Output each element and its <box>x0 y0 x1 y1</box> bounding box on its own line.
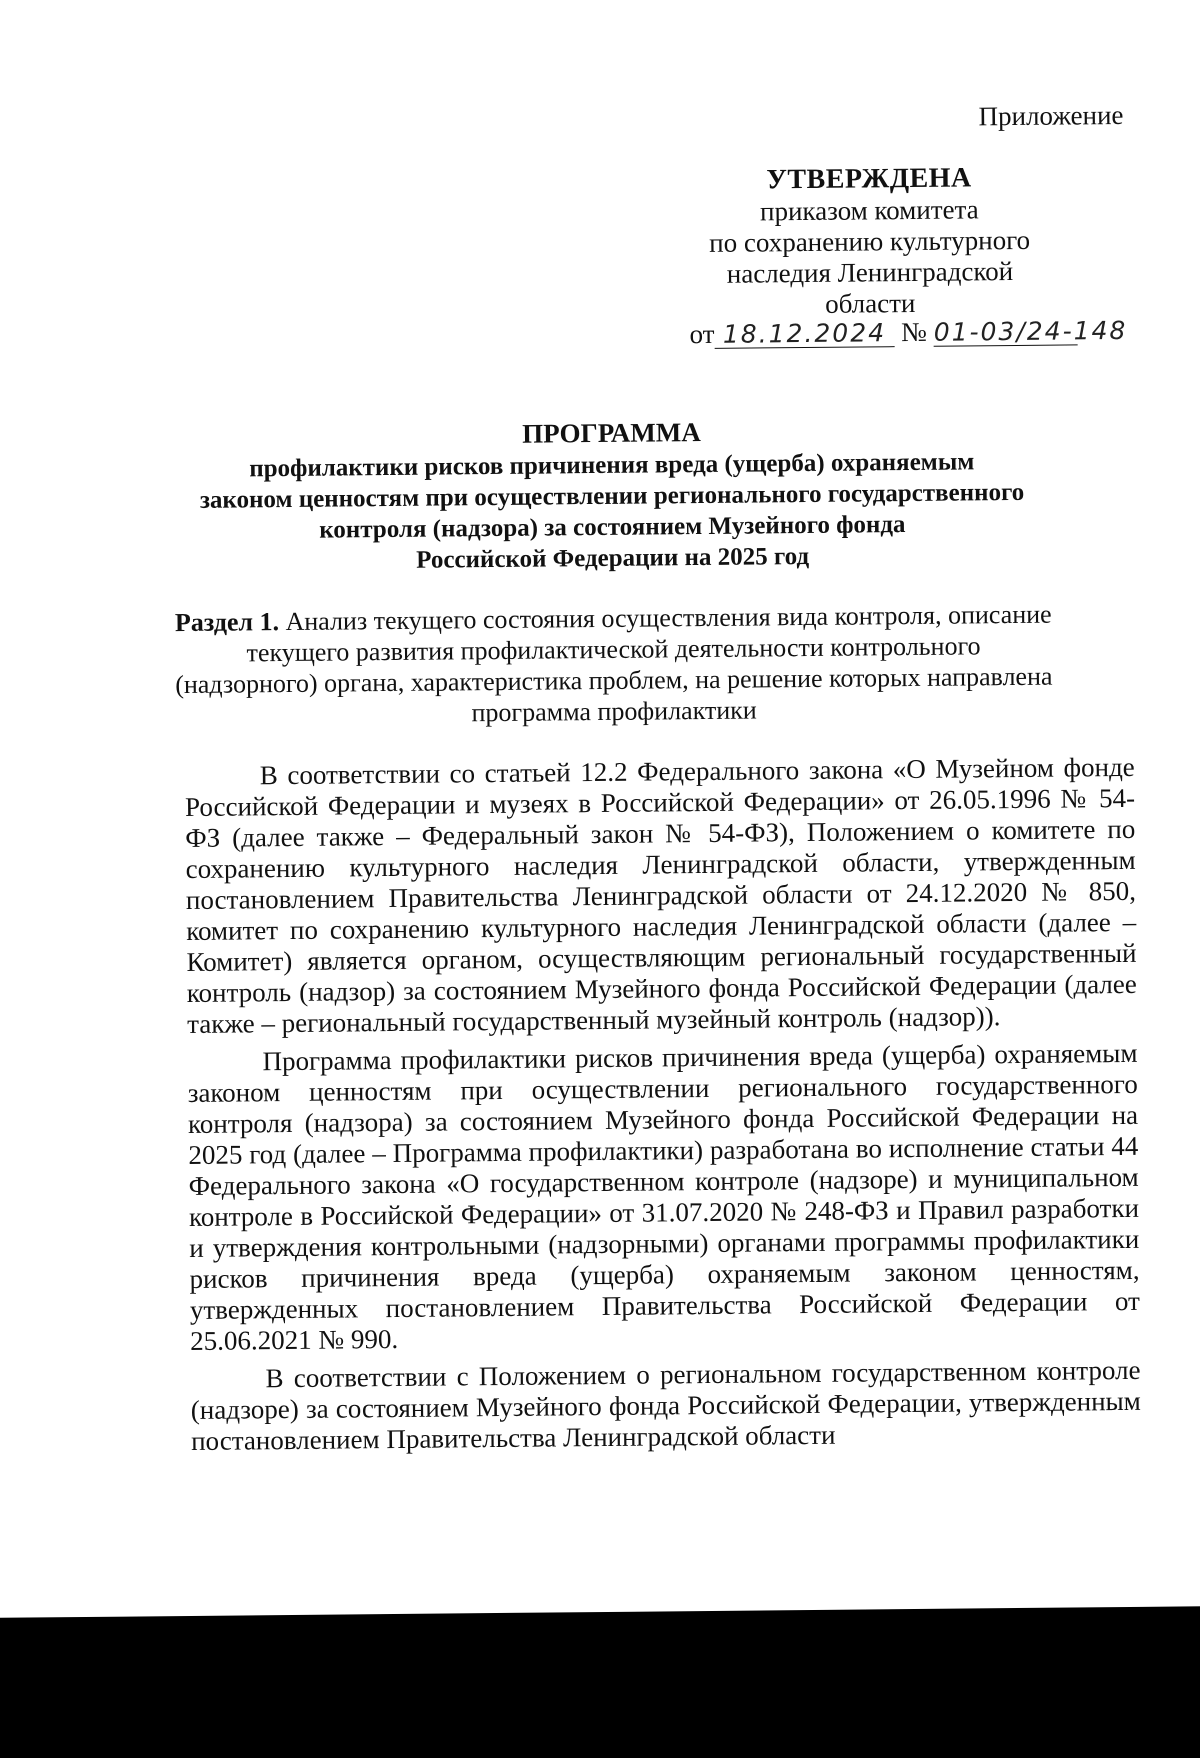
approved-by-line: наследия Ленинградской <box>726 256 1014 289</box>
body-paragraph: В соответствии со статьей 12.2 Федерального закона «О Музейном фонде Российской Федерации и музеях в Российской Федерации» от 26.05.1996 № 54-ФЗ (далее также – Федеральный закон № 54-ФЗ), Положением о комитете по сохранению культурного наследия Ленинградской области, утвержденным постановлением Правительства Ленинградской области от 24.12.2020 № 850, комитет по сохранению культурного наследия Ленинградской области (далее – Комитет) является органом, осуществляющим региональный государственный контроль (надзор) за состоянием Музейного фонда Российской Федерации (далее также – региональный государственный музейный контроль (надзор)). <box>184 751 1137 1039</box>
document-body <box>185 752 1142 1464</box>
section-heading <box>173 599 1054 731</box>
number-prefix: № <box>901 316 928 348</box>
approved-heading: УТВЕРЖДЕНА <box>766 162 972 196</box>
body-paragraph: Программа профилактики рисков причинения вреда (ущерба) охраняемым законом ценностям при осуществлении регионального государственного контроля (надзора) за состоянием Музейного фонда Российской Федерации на 2025 год (далее – Программа профилактики) разработана во исполнение статьи 44 Федерального закона «О государственном контроле (надзоре) и муниципальном контроле в Российской Федерации» от 31.07.2020 № 248-ФЗ и Правил разработки и утверждения контрольными (надзорными) органами программы профилактики рисков причинения вреда (ущерба) охраняемым законом ценностям, утвержденных постановлением Правительства Российской Федерации от 25.06.2021 № 990. <box>187 1037 1140 1356</box>
body-paragraph: В соответствии с Положением о региональном государственном контроле (надзоре) за состоянием Музейного фонда Российской Федерации, утвержденным постановлением Правительства Ленинградской области <box>190 1354 1141 1456</box>
date-prefix: от <box>689 318 715 350</box>
program-heading: ПРОГРАММА <box>522 417 701 449</box>
handwritten-date: 18.12.2024 <box>714 320 894 349</box>
program-title <box>171 414 1052 578</box>
handwritten-number: 01-03/24-148 <box>933 315 1128 347</box>
approved-by-line: области <box>824 287 916 319</box>
section-text: Анализ текущего состояния осуществления вида контроля, описание текущего развития профилактической деятельности контрольного (надзорного) органа, характеристика проблем, на решение которых направлена программа профилактики <box>175 599 1053 728</box>
appendix-label: Приложение <box>978 99 1124 132</box>
scan-border <box>0 1606 1200 1758</box>
order-date-number <box>689 315 1128 350</box>
program-title-line: Российской Федерации на 2025 год <box>416 542 810 574</box>
section-label: Раздел 1. <box>174 607 280 638</box>
approved-by-line: приказом комитета <box>759 194 979 227</box>
program-title-line: законом ценностям при осуществлении регионального государственного <box>199 478 1025 514</box>
program-title-line: профилактики рисков причинения вреда (ущерба) охраняемым <box>249 448 975 483</box>
program-title-line: контроля (надзора) за состоянием Музейного фонда <box>319 511 906 544</box>
approved-by-line: по сохранению культурного <box>709 224 1031 258</box>
approval-stamp <box>684 162 1055 322</box>
